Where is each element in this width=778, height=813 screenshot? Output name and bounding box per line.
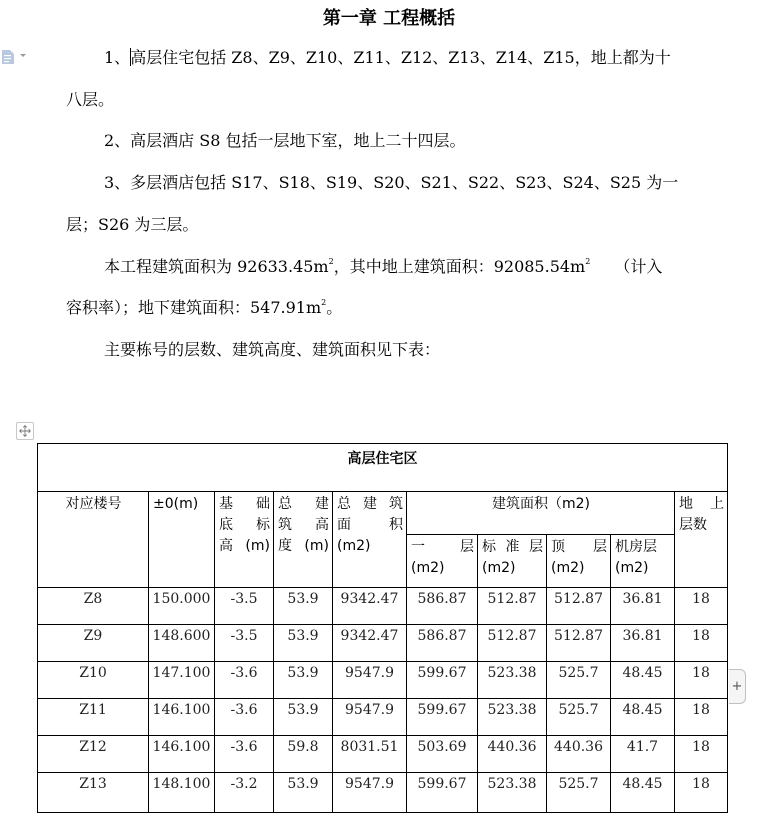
table-move-handle-icon[interactable] xyxy=(16,422,34,440)
cell-height[interactable]: 53.9 xyxy=(274,588,333,625)
cell-standard[interactable]: 440.36 xyxy=(478,736,547,773)
table-row xyxy=(38,662,728,699)
superscript: 2 xyxy=(328,257,334,266)
header-area-group[interactable]: 建筑面积（m2) xyxy=(407,492,675,535)
header-text: (m2) xyxy=(337,538,371,554)
superscript: 2 xyxy=(321,298,327,307)
header-text: 机房层 xyxy=(615,539,657,555)
header-text: 一 层 xyxy=(411,539,474,555)
cell-total[interactable]: 9547.9 xyxy=(333,773,407,813)
cell-standard[interactable]: 523.38 xyxy=(478,773,547,813)
paragraph-3-line-2[interactable]: 层；S26 为三层。 xyxy=(66,215,199,234)
cell-building[interactable]: Z8 xyxy=(38,588,149,625)
header-text: (m2) xyxy=(615,560,649,576)
table-row xyxy=(38,588,728,625)
paragraph-4-line-1[interactable] xyxy=(104,257,662,277)
cell-floors[interactable]: 18 xyxy=(675,699,728,736)
text-run: 。 xyxy=(326,298,343,317)
cell-foundation[interactable]: -3.5 xyxy=(215,625,274,662)
cell-top[interactable]: 440.36 xyxy=(547,736,611,773)
header-text: (m2) xyxy=(482,560,516,576)
cell-top[interactable]: 525.7 xyxy=(547,699,611,736)
cell-first[interactable]: 599.67 xyxy=(407,699,478,736)
chapter-title: 第一章 工程概括 xyxy=(322,8,456,29)
cell-first[interactable]: 599.67 xyxy=(407,662,478,699)
cell-zero[interactable]: 146.100 xyxy=(149,736,215,773)
header-text: 总建筑 xyxy=(337,496,403,512)
header-text: 总 建 xyxy=(278,496,329,512)
cell-foundation[interactable]: -3.6 xyxy=(215,662,274,699)
cell-zero[interactable]: 147.100 xyxy=(149,662,215,699)
header-text: (m2) xyxy=(551,560,585,576)
header-text: 高(m) xyxy=(219,538,270,554)
header-text: (m2) xyxy=(411,560,445,576)
paragraph-5[interactable]: 主要栋号的层数、建筑高度、建筑面积见下表： xyxy=(104,340,441,359)
cell-machine[interactable]: 48.45 xyxy=(611,662,675,699)
text-run: 容积率）；地下建筑面积：547.91m xyxy=(66,298,322,317)
header-first-floor[interactable] xyxy=(407,535,478,588)
header-text: 地 上 xyxy=(679,496,724,512)
cell-first[interactable]: 503.69 xyxy=(407,736,478,773)
table-row xyxy=(38,736,728,773)
cell-foundation[interactable]: -3.6 xyxy=(215,699,274,736)
header-total-area[interactable] xyxy=(333,492,407,588)
high-rise-residential-table xyxy=(37,443,728,813)
paragraph-4-line-2[interactable] xyxy=(66,298,342,318)
header-text: 筑 高 xyxy=(278,517,329,533)
cell-first[interactable]: 599.67 xyxy=(407,773,478,813)
paragraph-2[interactable]: 2、高层酒店 S8 包括一层地下室，地上二十四层。 xyxy=(104,131,466,150)
cell-top[interactable]: 512.87 xyxy=(547,588,611,625)
header-text: 度(m) xyxy=(278,538,329,554)
cell-machine[interactable]: 36.81 xyxy=(611,588,675,625)
cell-floors[interactable]: 18 xyxy=(675,773,728,813)
cell-machine[interactable]: 48.45 xyxy=(611,699,675,736)
cell-machine[interactable]: 41.7 xyxy=(611,736,675,773)
table-row xyxy=(38,625,728,662)
table-caption[interactable]: 高层住宅区 xyxy=(38,444,728,492)
cell-total[interactable]: 9342.47 xyxy=(333,588,407,625)
cell-first[interactable]: 586.87 xyxy=(407,625,478,662)
cell-floors[interactable]: 18 xyxy=(675,625,728,662)
cell-machine[interactable]: 48.45 xyxy=(611,773,675,813)
cell-building[interactable]: Z10 xyxy=(38,662,149,699)
cell-top[interactable]: 525.7 xyxy=(547,662,611,699)
cell-floors[interactable]: 18 xyxy=(675,736,728,773)
list-number: 1、 xyxy=(104,48,131,67)
text-run: ，其中地上建筑面积：92085.54m xyxy=(333,257,586,276)
paragraph-3-line-1[interactable]: 3、多层酒店包括 S17、S18、S19、S20、S21、S22、S23、S24、S25 为一 xyxy=(104,173,679,192)
header-zero-level[interactable]: ±0(m) xyxy=(149,492,215,588)
cell-standard[interactable]: 523.38 xyxy=(478,662,547,699)
cell-building[interactable]: Z9 xyxy=(38,625,149,662)
cell-zero[interactable]: 150.000 xyxy=(149,588,215,625)
cell-total[interactable]: 9547.9 xyxy=(333,662,407,699)
header-top-floor[interactable] xyxy=(547,535,611,588)
document-paragraph-icon[interactable] xyxy=(2,50,14,64)
cell-building[interactable]: Z13 xyxy=(38,773,149,813)
cell-zero[interactable]: 146.100 xyxy=(149,699,215,736)
header-text: 底 标 xyxy=(219,517,270,533)
cell-top[interactable]: 525.7 xyxy=(547,773,611,813)
header-text: 顶 层 xyxy=(551,539,607,555)
table-row xyxy=(38,699,728,736)
header-floors[interactable] xyxy=(675,492,728,588)
cell-building[interactable]: Z12 xyxy=(38,736,149,773)
cell-standard[interactable]: 523.38 xyxy=(478,699,547,736)
text-run: （计入 xyxy=(614,257,663,276)
cell-machine[interactable]: 36.81 xyxy=(611,625,675,662)
header-building[interactable]: 对应楼号 xyxy=(38,492,149,588)
cell-foundation[interactable]: -3.5 xyxy=(215,588,274,625)
cell-height[interactable]: 53.9 xyxy=(274,699,333,736)
paragraph-1-line-2[interactable]: 八层。 xyxy=(66,90,115,109)
superscript: 2 xyxy=(585,257,591,266)
cell-building[interactable]: Z11 xyxy=(38,699,149,736)
cell-height[interactable]: 53.9 xyxy=(274,773,333,813)
paragraph-1-line-1[interactable] xyxy=(104,48,671,68)
header-machine-floor[interactable] xyxy=(611,535,675,588)
cell-zero[interactable]: 148.600 xyxy=(149,625,215,662)
header-text: 层数 xyxy=(679,517,707,533)
cell-height[interactable]: 53.9 xyxy=(274,625,333,662)
paragraph-text: 高层住宅包括 Z8、Z9、Z10、Z11、Z12、Z13、Z14、Z15，地上都为十 xyxy=(130,48,671,67)
cell-total[interactable]: 9547.9 xyxy=(333,699,407,736)
cell-total[interactable]: 9342.47 xyxy=(333,625,407,662)
cell-zero[interactable]: 148.100 xyxy=(149,773,215,813)
header-text: 面 积 xyxy=(337,517,403,533)
dropdown-arrow-icon[interactable] xyxy=(20,54,26,57)
cell-first[interactable]: 586.87 xyxy=(407,588,478,625)
add-row-button[interactable]: + xyxy=(729,669,746,704)
cell-top[interactable]: 512.87 xyxy=(547,625,611,662)
table-row xyxy=(38,773,728,813)
cell-foundation[interactable]: -3.2 xyxy=(215,773,274,813)
cell-total[interactable]: 8031.51 xyxy=(333,736,407,773)
header-foundation[interactable] xyxy=(215,492,274,588)
header-standard-floor[interactable] xyxy=(478,535,547,588)
header-text: 标准层 xyxy=(482,539,543,555)
cell-standard[interactable]: 512.87 xyxy=(478,588,547,625)
cell-floors[interactable]: 18 xyxy=(675,662,728,699)
cell-floors[interactable]: 18 xyxy=(675,588,728,625)
cell-height[interactable]: 59.8 xyxy=(274,736,333,773)
cell-height[interactable]: 53.9 xyxy=(274,662,333,699)
header-text: 基 础 xyxy=(219,496,270,512)
cell-foundation[interactable]: -3.6 xyxy=(215,736,274,773)
header-height[interactable] xyxy=(274,492,333,588)
text-run: 本工程建筑面积为 92633.45m xyxy=(104,257,329,276)
cell-standard[interactable]: 512.87 xyxy=(478,625,547,662)
